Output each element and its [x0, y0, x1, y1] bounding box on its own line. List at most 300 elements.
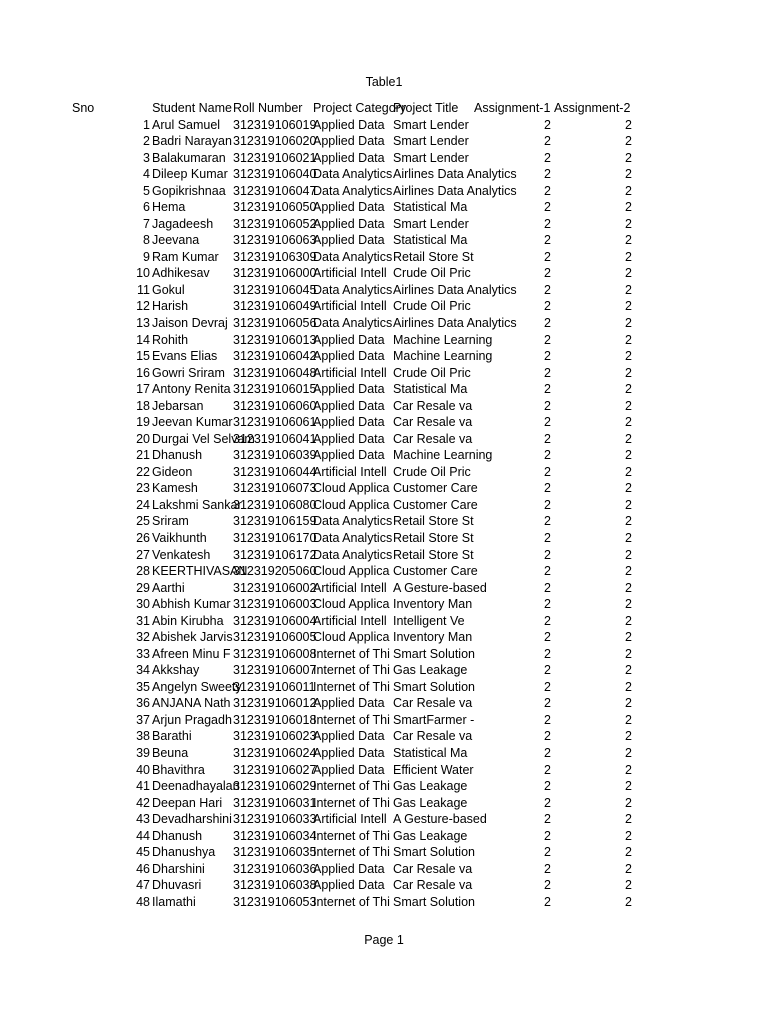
row-assignment-2: 2	[625, 812, 632, 827]
row-assignment-1: 2	[544, 878, 551, 893]
row-sno: 29	[136, 580, 150, 595]
row-sno: 18	[136, 398, 150, 413]
row-roll-number: 312319106033	[233, 812, 317, 827]
row-sno: 31	[136, 613, 150, 628]
row-sno: 27	[136, 547, 150, 562]
row-sno: 6	[143, 200, 150, 215]
row-student-name: Hema	[152, 200, 186, 215]
row-project-category: Artificial Intell	[313, 464, 387, 479]
row-student-name: Venkatesh	[152, 547, 211, 562]
row-project-category: Applied Data	[313, 398, 385, 413]
row-assignment-2: 2	[625, 233, 632, 248]
row-project-category: Internet of Thi	[313, 663, 390, 678]
row-project-title: Crude Oil Pric	[393, 365, 471, 380]
row-project-title: Statistical Ma	[393, 382, 468, 397]
row-assignment-1: 2	[544, 547, 551, 562]
row-assignment-1: 2	[544, 845, 551, 860]
row-project-title: Airlines Data Analytics	[393, 183, 517, 198]
row-project-title: Smart Solution	[393, 894, 475, 909]
row-project-title: Machine Learning	[393, 349, 493, 364]
row-student-name: KEERTHIVASAN	[152, 564, 248, 579]
row-project-category: Data Analytics	[313, 531, 393, 545]
header-assignment-2: Assignment-2	[554, 101, 631, 115]
row-sno: 34	[136, 663, 150, 678]
row-assignment-1: 2	[544, 729, 551, 744]
row-sno: 13	[136, 315, 150, 330]
row-assignment-1: 2	[544, 315, 551, 330]
row-assignment-1: 2	[544, 564, 551, 579]
row-sno: 11	[137, 282, 150, 297]
row-assignment-2: 2	[625, 597, 632, 612]
row-project-title: Crude Oil Pric	[393, 464, 471, 479]
row-project-category: Cloud Applica	[313, 497, 390, 512]
row-project-category: Applied Data	[313, 762, 385, 777]
row-project-category: Artificial Intell	[313, 266, 387, 281]
row-assignment-1: 2	[544, 712, 551, 727]
row-assignment-1: 2	[544, 663, 551, 678]
row-roll-number: 312319106023	[233, 729, 317, 744]
row-assignment-2: 2	[625, 266, 632, 281]
row-assignment-2: 2	[625, 282, 632, 297]
row-project-title: Smart Lender	[393, 117, 469, 132]
row-project-category: Applied Data	[313, 332, 385, 347]
row-sno: 35	[136, 679, 150, 694]
row-assignment-2: 2	[625, 150, 632, 165]
row-project-category: Artificial Intell	[313, 365, 387, 380]
row-assignment-2: 2	[625, 415, 632, 430]
row-sno: 12	[136, 299, 150, 314]
row-sno: 32	[136, 630, 150, 645]
row-sno: 46	[136, 861, 150, 876]
row-roll-number: 312319106172	[233, 547, 317, 562]
row-assignment-2: 2	[625, 183, 632, 198]
row-assignment-2: 2	[625, 696, 632, 711]
row-roll-number: 312319106170	[233, 531, 317, 545]
row-roll-number: 312319106005	[233, 630, 317, 645]
row-assignment-2: 2	[625, 249, 632, 264]
row-assignment-2: 2	[625, 613, 632, 628]
row-student-name: Jeevan Kumar	[152, 415, 233, 430]
row-sno: 14	[136, 332, 150, 347]
row-project-title: Airlines Data Analytics	[393, 167, 517, 182]
row-assignment-1: 2	[544, 216, 551, 231]
row-assignment-1: 2	[544, 746, 551, 761]
row-project-title: Car Resale va	[393, 398, 473, 413]
row-assignment-1: 2	[544, 266, 551, 281]
row-project-title: Car Resale va	[393, 696, 473, 711]
row-roll-number: 312319106024	[233, 746, 317, 761]
row-assignment-2: 2	[625, 448, 632, 463]
row-sno: 42	[136, 795, 150, 810]
header-project-title: Project Title	[393, 101, 459, 115]
row-sno: 2	[143, 134, 150, 149]
row-roll-number: 312319106034	[233, 828, 317, 843]
row-project-title: Smart Lender	[393, 150, 469, 165]
row-project-category: Internet of Thi	[313, 795, 390, 810]
row-project-title: Retail Store St	[393, 514, 474, 529]
row-roll-number: 312319106047	[233, 183, 317, 198]
row-project-category: Applied Data	[313, 861, 385, 876]
row-sno: 45	[136, 845, 150, 860]
row-student-name: ANJANA Nath	[152, 696, 231, 711]
row-project-title: Customer Care	[393, 564, 478, 579]
header-assignment-1: Assignment-1	[474, 101, 551, 115]
row-assignment-1: 2	[544, 597, 551, 612]
row-roll-number: 312319106027	[233, 762, 317, 777]
row-student-name: Dhanush	[152, 828, 203, 843]
row-student-name: Akkshay	[152, 663, 200, 678]
row-roll-number: 312319205060	[233, 564, 317, 579]
row-assignment-1: 2	[544, 894, 551, 909]
row-project-category: Applied Data	[313, 878, 385, 893]
row-project-category: Applied Data	[313, 150, 385, 165]
row-student-name: Ilamathi	[152, 894, 196, 909]
row-sno: 36	[136, 696, 150, 711]
row-student-name: Dharshini	[152, 861, 205, 876]
row-student-name: Barathi	[152, 729, 192, 744]
row-student-name: Dhuvasri	[152, 878, 202, 893]
row-project-title: Smart Lender	[393, 134, 469, 149]
row-project-category: Cloud Applica	[313, 597, 390, 612]
row-sno: 47	[136, 878, 150, 893]
row-project-title: Statistical Ma	[393, 746, 468, 761]
row-assignment-1: 2	[544, 514, 551, 529]
row-assignment-1: 2	[544, 646, 551, 661]
row-project-title: Smart Lender	[393, 216, 469, 231]
row-roll-number: 312319106020	[233, 134, 317, 149]
row-project-category: Cloud Applica	[313, 481, 390, 496]
row-assignment-2: 2	[625, 349, 632, 364]
row-student-name: Abin Kirubha	[152, 613, 224, 628]
row-project-title: Gas Leakage	[393, 663, 468, 678]
row-assignment-2: 2	[625, 779, 632, 794]
row-project-category: Data Analytics	[313, 315, 393, 330]
row-project-category: Applied Data	[313, 382, 385, 397]
row-assignment-2: 2	[625, 630, 632, 645]
row-assignment-1: 2	[544, 415, 551, 430]
row-project-title: Inventory Man	[393, 597, 473, 612]
row-project-category: Internet of Thi	[313, 779, 390, 794]
row-assignment-1: 2	[544, 828, 551, 843]
row-project-category: Applied Data	[313, 200, 385, 215]
row-student-name: Harish	[152, 299, 189, 314]
row-student-name: Evans Elias	[152, 349, 218, 364]
row-student-name: Bhavithra	[152, 762, 205, 777]
row-roll-number: 312319106053	[233, 894, 317, 909]
row-project-title: Crude Oil Pric	[393, 266, 471, 281]
row-assignment-2: 2	[625, 398, 632, 413]
row-sno: 19	[136, 415, 150, 430]
row-project-category: Data Analytics	[313, 249, 393, 264]
row-assignment-2: 2	[625, 564, 632, 579]
row-assignment-2: 2	[625, 382, 632, 397]
row-assignment-2: 2	[625, 679, 632, 694]
row-sno: 28	[136, 564, 150, 579]
row-assignment-2: 2	[625, 646, 632, 661]
page-footer: Page 1	[364, 933, 404, 947]
row-sno: 40	[136, 762, 150, 777]
row-sno: 22	[136, 464, 150, 479]
row-project-category: Artificial Intell	[313, 299, 387, 314]
row-project-category: Internet of Thi	[313, 894, 390, 909]
row-assignment-2: 2	[625, 167, 632, 182]
row-student-name: Deepan Hari	[152, 795, 223, 810]
row-roll-number: 312319106309	[233, 249, 317, 264]
row-project-title: Smart Solution	[393, 646, 475, 661]
row-project-title: Retail Store St	[393, 547, 474, 562]
header-student-name: Student Name	[152, 101, 232, 115]
row-roll-number: 312319106015	[233, 382, 317, 397]
row-project-category: Cloud Applica	[313, 564, 390, 579]
row-assignment-2: 2	[625, 795, 632, 810]
row-roll-number: 312319106036	[233, 861, 317, 876]
row-assignment-2: 2	[625, 894, 632, 909]
row-roll-number: 312319106061	[233, 415, 317, 430]
row-assignment-2: 2	[625, 514, 632, 529]
row-sno: 24	[136, 497, 150, 512]
row-roll-number: 312319106008	[233, 646, 317, 661]
row-assignment-1: 2	[544, 696, 551, 711]
row-student-name: Arjun Pragadh	[152, 712, 232, 727]
row-project-title: Gas Leakage	[393, 779, 468, 794]
row-assignment-2: 2	[625, 531, 632, 545]
row-assignment-2: 2	[625, 315, 632, 330]
row-sno: 17	[136, 382, 150, 397]
row-roll-number: 312319106041	[233, 431, 317, 446]
row-project-category: Cloud Applica	[313, 630, 390, 645]
row-assignment-1: 2	[544, 134, 551, 149]
row-sno: 44	[136, 828, 150, 843]
header-roll-number: Roll Number	[233, 101, 303, 115]
row-project-category: Applied Data	[313, 117, 385, 132]
row-sno: 37	[136, 712, 150, 727]
row-assignment-2: 2	[625, 431, 632, 446]
row-roll-number: 312319106035	[233, 845, 317, 860]
row-student-name: Jeevana	[152, 233, 200, 248]
row-roll-number: 312319106045	[233, 282, 317, 297]
row-assignment-1: 2	[544, 531, 551, 545]
row-sno: 26	[136, 531, 150, 545]
row-roll-number: 312319106011	[233, 679, 316, 694]
row-assignment-2: 2	[625, 497, 632, 512]
row-sno: 43	[136, 812, 150, 827]
row-assignment-1: 2	[544, 398, 551, 413]
row-sno: 48	[136, 894, 150, 909]
row-project-title: Customer Care	[393, 481, 478, 496]
row-roll-number: 312319106050	[233, 200, 317, 215]
row-student-name: Deenadhayalan	[152, 779, 240, 794]
row-student-name: Devadharshini	[152, 812, 232, 827]
row-assignment-1: 2	[544, 497, 551, 512]
row-sno: 23	[136, 481, 150, 496]
row-sno: 21	[136, 448, 150, 463]
row-project-category: Data Analytics	[313, 547, 393, 562]
row-sno: 39	[136, 746, 150, 761]
row-project-title: Car Resale va	[393, 878, 473, 893]
row-roll-number: 312319106042	[233, 349, 317, 364]
row-assignment-1: 2	[544, 679, 551, 694]
row-sno: 8	[143, 233, 150, 248]
row-assignment-1: 2	[544, 630, 551, 645]
row-assignment-2: 2	[625, 712, 632, 727]
row-assignment-1: 2	[544, 481, 551, 496]
row-assignment-1: 2	[544, 762, 551, 777]
row-project-category: Applied Data	[313, 415, 385, 430]
row-roll-number: 312319106013	[233, 332, 317, 347]
row-assignment-2: 2	[625, 547, 632, 562]
row-student-name: Gideon	[152, 464, 193, 479]
row-assignment-2: 2	[625, 481, 632, 496]
row-roll-number: 312319106056	[233, 315, 317, 330]
row-student-name: Vaikhunth	[152, 531, 207, 545]
row-assignment-1: 2	[544, 117, 551, 132]
row-project-title: Intelligent Ve	[393, 613, 465, 628]
row-assignment-2: 2	[625, 200, 632, 215]
row-assignment-2: 2	[625, 845, 632, 860]
row-project-category: Data Analytics	[313, 282, 393, 297]
row-project-title: Statistical Ma	[393, 200, 468, 215]
row-project-title: Efficient Water	[393, 762, 474, 777]
row-student-name: Afreen Minu F	[152, 646, 231, 661]
row-project-title: Gas Leakage	[393, 828, 468, 843]
row-roll-number: 312319106049	[233, 299, 317, 314]
row-project-title: Airlines Data Analytics	[393, 282, 517, 297]
row-project-category: Applied Data	[313, 233, 385, 248]
row-project-category: Internet of Thi	[313, 845, 390, 860]
row-assignment-2: 2	[625, 580, 632, 595]
row-project-title: Statistical Ma	[393, 233, 468, 248]
row-project-title: SmartFarmer -	[393, 712, 475, 727]
row-project-title: Retail Store St	[393, 249, 474, 264]
row-assignment-1: 2	[544, 431, 551, 446]
row-assignment-1: 2	[544, 365, 551, 380]
row-project-category: Internet of Thi	[313, 828, 390, 843]
row-sno: 38	[136, 729, 150, 744]
row-project-category: Applied Data	[313, 696, 385, 711]
row-student-name: Jagadeesh	[152, 216, 214, 231]
row-project-category: Applied Data	[313, 216, 385, 231]
row-roll-number: 312319106052	[233, 216, 317, 231]
row-assignment-2: 2	[625, 762, 632, 777]
row-project-category: Internet of Thi	[313, 679, 390, 694]
row-project-category: Applied Data	[313, 729, 385, 744]
row-project-category: Internet of Thi	[313, 646, 390, 661]
row-assignment-1: 2	[544, 861, 551, 876]
row-assignment-2: 2	[625, 828, 632, 843]
row-assignment-2: 2	[625, 134, 632, 149]
row-student-name: Abishek Jarvis	[152, 630, 233, 645]
row-student-name: Kamesh	[152, 481, 198, 496]
row-student-name: Dileep Kumar	[152, 167, 228, 182]
row-student-name: Jebarsan	[152, 398, 204, 413]
row-student-name: Gopikrishnaa	[152, 183, 226, 198]
row-roll-number: 312319106018	[233, 712, 317, 727]
row-roll-number: 312319106004	[233, 613, 317, 628]
row-assignment-2: 2	[625, 878, 632, 893]
row-assignment-1: 2	[544, 812, 551, 827]
row-roll-number: 312319106031	[233, 795, 317, 810]
row-sno: 1	[143, 117, 150, 132]
row-assignment-1: 2	[544, 233, 551, 248]
header-project-category: Project Category	[313, 101, 407, 115]
row-roll-number: 312319106040	[233, 167, 317, 182]
row-assignment-1: 2	[544, 779, 551, 794]
row-project-title: Car Resale va	[393, 861, 473, 876]
row-sno: 7	[143, 216, 150, 231]
row-project-title: Car Resale va	[393, 431, 473, 446]
row-roll-number: 312319106159	[233, 514, 317, 529]
row-student-name: Durgai Vel Selvam	[152, 431, 255, 446]
row-student-name: Arul Samuel	[152, 117, 221, 132]
row-project-title: Car Resale va	[393, 729, 473, 744]
row-assignment-2: 2	[625, 746, 632, 761]
row-sno: 16	[136, 365, 150, 380]
row-project-title: Smart Solution	[393, 679, 475, 694]
row-roll-number: 312319106063	[233, 233, 317, 248]
row-project-category: Data Analytics	[313, 167, 393, 182]
row-student-name: Dhanush	[152, 448, 203, 463]
row-project-title: Inventory Man	[393, 630, 473, 645]
row-project-title: Smart Solution	[393, 845, 475, 860]
row-student-name: Sriram	[152, 514, 189, 529]
row-student-name: Dhanushya	[152, 845, 216, 860]
row-roll-number: 312319106003	[233, 597, 317, 612]
row-roll-number: 312319106044	[233, 464, 317, 479]
row-assignment-1: 2	[544, 448, 551, 463]
row-assignment-2: 2	[625, 117, 632, 132]
row-project-category: Applied Data	[313, 746, 385, 761]
row-assignment-1: 2	[544, 167, 551, 182]
row-project-title: A Gesture-based	[393, 580, 487, 595]
row-roll-number: 312319106012	[233, 696, 317, 711]
row-student-name: Gokul	[152, 282, 185, 297]
row-assignment-1: 2	[544, 249, 551, 264]
row-assignment-1: 2	[544, 613, 551, 628]
row-assignment-2: 2	[625, 464, 632, 479]
row-project-title: Machine Learning	[393, 332, 493, 347]
row-student-name: Aarthi	[152, 580, 185, 595]
row-project-category: Applied Data	[313, 349, 385, 364]
row-sno: 25	[136, 514, 150, 529]
row-roll-number: 312319106021	[233, 150, 317, 165]
row-project-title: Airlines Data Analytics	[393, 315, 517, 330]
row-project-category: Applied Data	[313, 431, 385, 446]
row-roll-number: 312319106048	[233, 365, 317, 380]
row-sno: 15	[136, 349, 150, 364]
row-assignment-2: 2	[625, 216, 632, 231]
row-project-category: Artificial Intell	[313, 613, 387, 628]
row-sno: 3	[143, 150, 150, 165]
sheet-title: Table1	[365, 75, 403, 89]
row-assignment-2: 2	[625, 729, 632, 744]
row-assignment-1: 2	[544, 299, 551, 314]
row-sno: 41	[136, 779, 150, 794]
row-roll-number: 312319106000	[233, 266, 317, 281]
row-student-name: Jaison Devraj	[152, 315, 228, 330]
row-roll-number: 312319106073	[233, 481, 317, 496]
row-project-category: Internet of Thi	[313, 712, 390, 727]
row-student-name: Badri Narayan	[152, 134, 232, 149]
row-assignment-2: 2	[625, 299, 632, 314]
row-student-name: Angelyn Sweety	[152, 679, 242, 694]
row-assignment-2: 2	[625, 332, 632, 347]
row-project-title: Machine Learning	[393, 448, 493, 463]
row-roll-number: 312319106060	[233, 398, 317, 413]
row-project-category: Applied Data	[313, 134, 385, 149]
row-assignment-1: 2	[544, 382, 551, 397]
row-assignment-2: 2	[625, 861, 632, 876]
row-assignment-1: 2	[544, 183, 551, 198]
